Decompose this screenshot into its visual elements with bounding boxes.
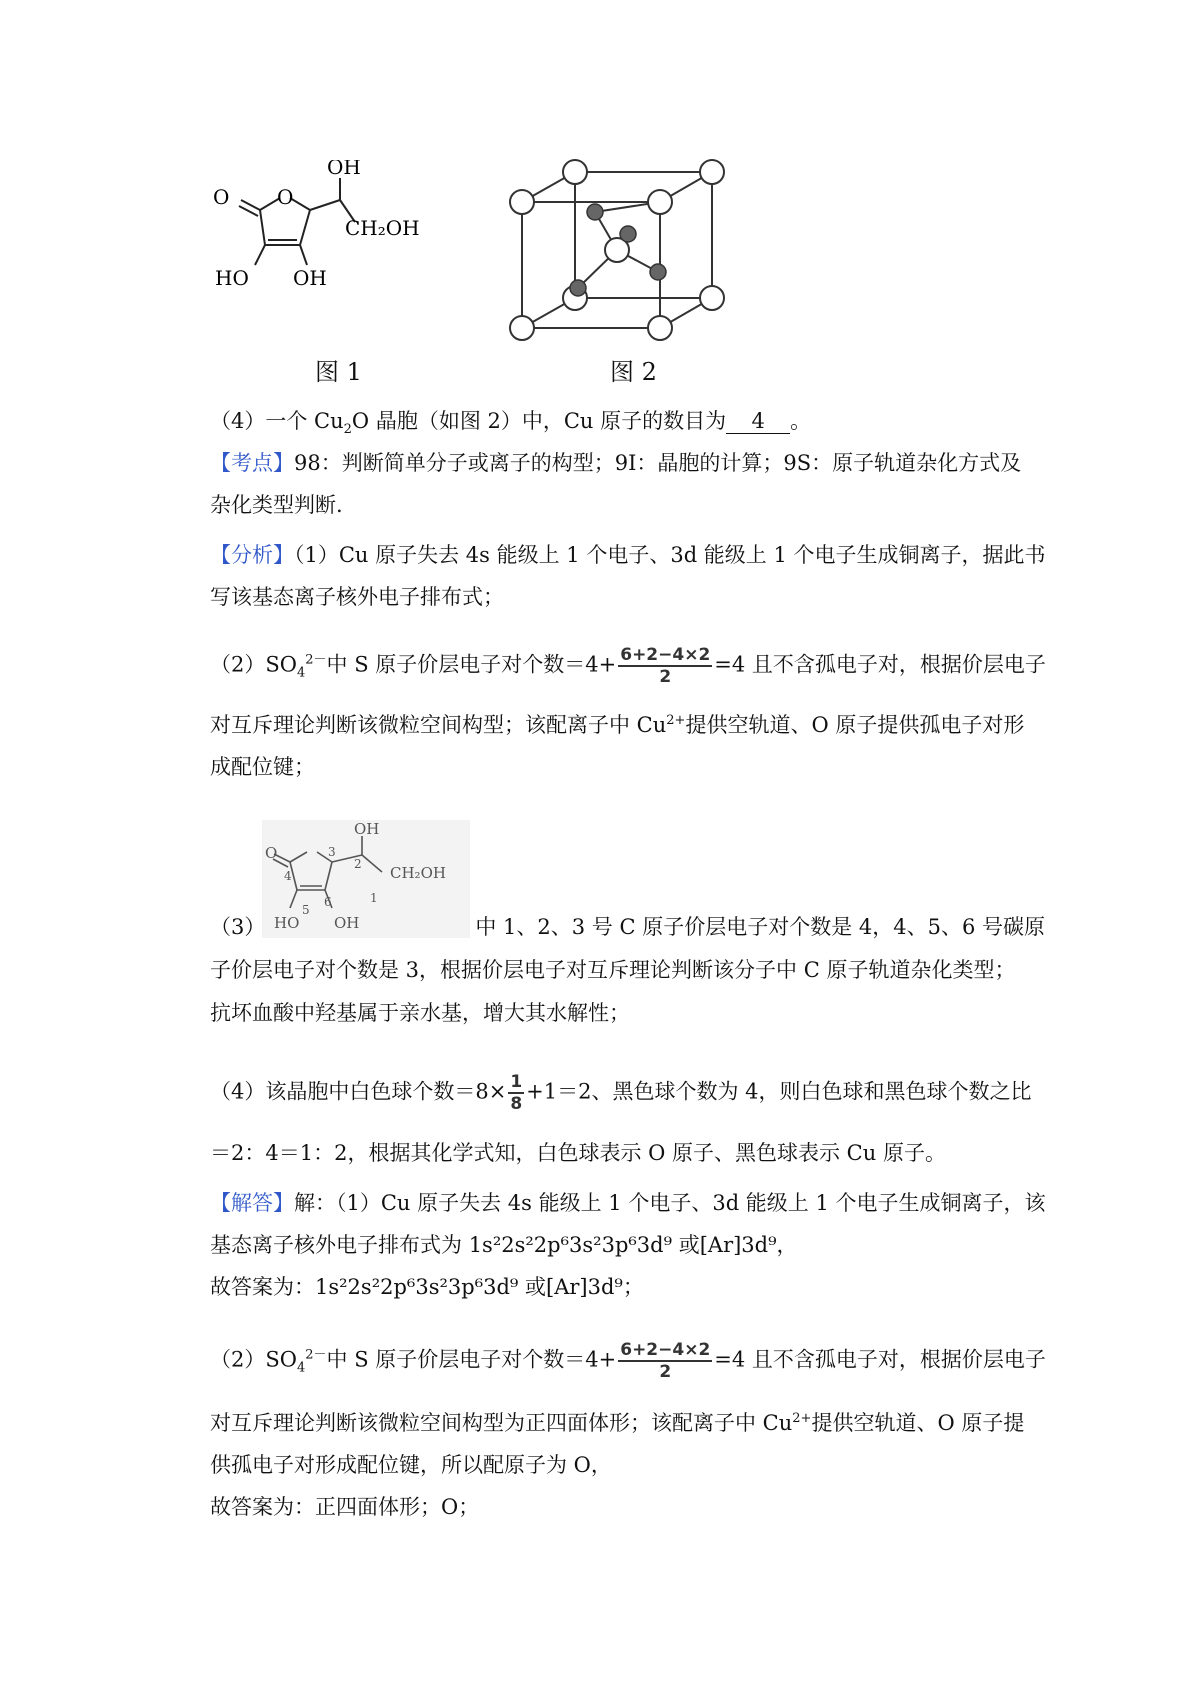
kaodian-line-1: 【考点】98：判断简单分子或离子的构型；9I：晶胞的计算；9S：原子轨道杂化方式及	[210, 451, 1022, 475]
kaodian-tag: 【考点】	[210, 451, 294, 475]
jieda-line-3: 故答案为：1s²2s²2p⁶3s²3p⁶3d⁹ 或[Ar]3d⁹；	[210, 1275, 644, 1299]
fig3-o: O	[265, 844, 278, 862]
fenxi-tag: 【分析】	[210, 543, 294, 567]
figure-2-caption: 图 2	[610, 358, 657, 386]
fig1-label-ho: HO	[215, 266, 249, 290]
fenxi-p3-line-2: 子价层电子对个数是 3，根据价层电子对互斥理论判断该分子中 C 原子轨道杂化类型；	[210, 958, 1016, 982]
fig3-ho: HO	[274, 914, 300, 932]
jieda-tag: 【解答】	[210, 1191, 294, 1215]
fenxi-p1-line-1: 【分析】（1）Cu 原子失去 4s 能级上 1 个电子、3d 能级上 1 个电子生成铜离子，据此书	[210, 543, 1046, 567]
fraction: $\frac{6+2-4\times 2}{2}$	[620, 1340, 711, 1382]
jieda-p2-line-2: 对互斥理论判断该微粒空间构型为正四面体形；该配离子中 $Cu^{2+}$提供空轨道、O 原子提	[210, 1411, 1025, 1435]
fraction: $\frac{6+2-4\times 2}{2}$	[620, 645, 711, 687]
answer-blank: 4	[726, 409, 790, 434]
figure-1-caption: 图 1	[315, 358, 362, 386]
question-4: （4）一个 $Cu_2O$ 晶胞（如图 2）中，Cu 原子的数目为 4 。	[210, 409, 812, 438]
fig3-oh: OH	[334, 914, 360, 932]
fig3-num-5: 5	[302, 903, 310, 917]
fig1-label-ch2oh: CH₂OH	[345, 216, 420, 240]
fenxi-p3-line-1: （3） 中 1、2、3 号 C 原子价层电子对个数是 4，4、5、6 号碳原	[210, 915, 1046, 939]
jieda-p2-line-3: 供孤电子对形成配位键，所以配原子为 O，	[210, 1453, 612, 1477]
fig1-label-oh-top: OH	[327, 160, 361, 179]
figure-1-ascorbic-acid	[205, 160, 435, 310]
fig3-num-3: 3	[328, 845, 336, 859]
fig3-num-6: 6	[324, 895, 332, 909]
fig1-label-oh-right: OH	[293, 266, 327, 290]
fenxi-p2-line-2: 对互斥理论判断该微粒空间构型；该配离子中 $Cu^{2+}$提供空轨道、O 原子提供孤电子对形	[210, 713, 1025, 737]
fenxi-p4-line-2: ＝2：4＝1：2，根据其化学式知，白色球表示 O 原子、黑色球表示 Cu 原子。	[210, 1141, 946, 1165]
jieda-p2-line-1: $(2)SO_4^{2-}$中 S 原子价层电子对个数＝4+ $\frac{6+2-4\times 2}{2}$ =4 且不含孤电子对，根据价层电子	[210, 1340, 1046, 1382]
kaodian-line-2: 杂化类型判断.	[210, 493, 343, 517]
fig1-label-o-carbonyl: O	[213, 185, 230, 209]
jieda-line-1: 【解答】解：（1）Cu 原子失去 4s 能级上 1 个电子、3d 能级上 1 个电子生成铜离子，该	[210, 1191, 1046, 1215]
fenxi-p2-line-1: $(2)SO_4^{2-}$中 S 原子价层电子对个数＝4+ $\frac{6+2-4\times 2}{2}$ =4 且不含孤电子对，根据价层电子	[210, 645, 1046, 687]
fenxi-p1-line-2: 写该基态离子核外电子排布式；	[210, 585, 504, 609]
figure-2-unit-cell	[500, 150, 745, 350]
fig3-num-2: 2	[354, 857, 362, 871]
fenxi-p2-line-3: 成配位键；	[210, 755, 315, 779]
fig1-label-o-ring: O	[277, 185, 294, 209]
fig3-ch2oh: CH₂OH	[390, 864, 446, 882]
jieda-p2-line-4: 故答案为：正四面体形；O；	[210, 1495, 480, 1519]
fig3-num-4: 4	[284, 869, 292, 883]
fig3-oh-top: OH	[354, 820, 380, 838]
fig3-num-1: 1	[370, 891, 378, 905]
fenxi-p4-line-1: （4）该晶胞中白色球个数＝8× $\frac{1}{8}$ +1＝2、黑色球个数为 4，则白色球和黑色球个数之比	[210, 1072, 1032, 1114]
fenxi-p3-line-3: 抗坏血酸中羟基属于亲水基，增大其水解性；	[210, 1001, 630, 1025]
jieda-line-2: 基态离子核外电子排布式为 1s²2s²2p⁶3s²3p⁶3d⁹ 或[Ar]3d⁹，	[210, 1233, 798, 1257]
fraction-one-eighth: $\frac{1}{8}$	[510, 1072, 523, 1114]
